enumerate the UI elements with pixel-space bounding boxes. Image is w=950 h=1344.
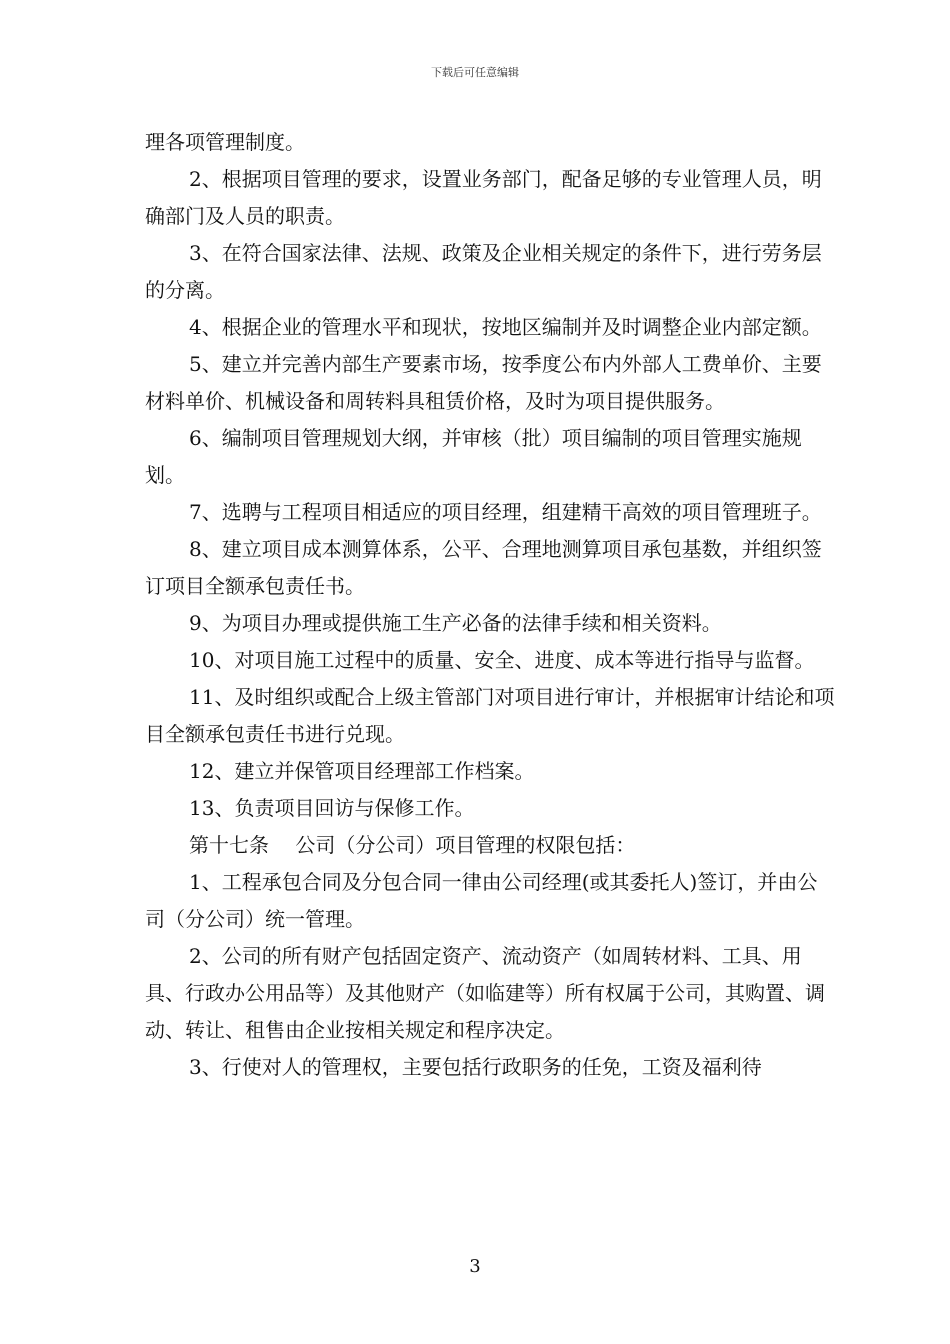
paragraph-0: 理各项管理制度。 <box>145 130 305 154</box>
paragraph-3: 4、根据企业的管理水平和现状，按地区编制并及时调整企业内部定额。 <box>189 315 822 339</box>
document-body <box>145 124 835 1086</box>
paragraph-12: 13、负责项目回访与保修工作。 <box>189 796 475 820</box>
paragraph-1: 2、根据项目管理的要求，设置业务部门，配备足够的专业管理人员，明确部门及人员的职责。 <box>145 167 822 228</box>
page-number: 3 <box>469 1256 481 1277</box>
paragraph-14: 1、工程承包合同及分包合同一律由公司经理(或其委托人)签订，并由公司（分公司）统一管理。 <box>145 870 818 931</box>
paragraph-15: 2、公司的所有财产包括固定资产、流动资产（如周转材料、工具、用具、行政办公用品等）及其他财产（如临建等）所有权属于公司，其购置、调动、转让、租售由企业按相关规定和程序决定。 <box>145 944 825 1042</box>
paragraph-6: 7、选聘与工程项目相适应的项目经理，组建精干高效的项目管理班子。 <box>189 500 822 524</box>
paragraph-11: 12、建立并保管项目经理部工作档案。 <box>189 759 535 783</box>
paragraph-4: 5、建立并完善内部生产要素市场，按季度公布内外部人工费单价、主要材料单价、机械设备和周转料具租赁价格，及时为项目提供服务。 <box>145 352 822 413</box>
paragraph-13: 第十七条 公司（分公司）项目管理的权限包括： <box>189 833 636 857</box>
paragraph-10: 11、及时组织或配合上级主管部门对项目进行审计，并根据审计结论和项目全额承包责任书进行兑现。 <box>145 685 835 746</box>
paragraph-16: 3、行使对人的管理权，主要包括行政职务的任免，工资及福利待 <box>189 1055 762 1079</box>
paragraph-8: 9、为项目办理或提供施工生产必备的法律手续和相关资料。 <box>189 611 722 635</box>
paragraph-7: 8、建立项目成本测算体系，公平、合理地测算项目承包基数，并组织签订项目全额承包责任书。 <box>145 537 822 598</box>
paragraph-9: 10、对项目施工过程中的质量、安全、进度、成本等进行指导与监督。 <box>189 648 815 672</box>
page-header: 下载后可任意编辑 <box>431 66 519 79</box>
paragraph-2: 3、在符合国家法律、法规、政策及企业相关规定的条件下，进行劳务层的分离。 <box>145 241 822 302</box>
paragraph-5: 6、编制项目管理规划大纲，并审核（批）项目编制的项目管理实施规划。 <box>145 426 802 487</box>
